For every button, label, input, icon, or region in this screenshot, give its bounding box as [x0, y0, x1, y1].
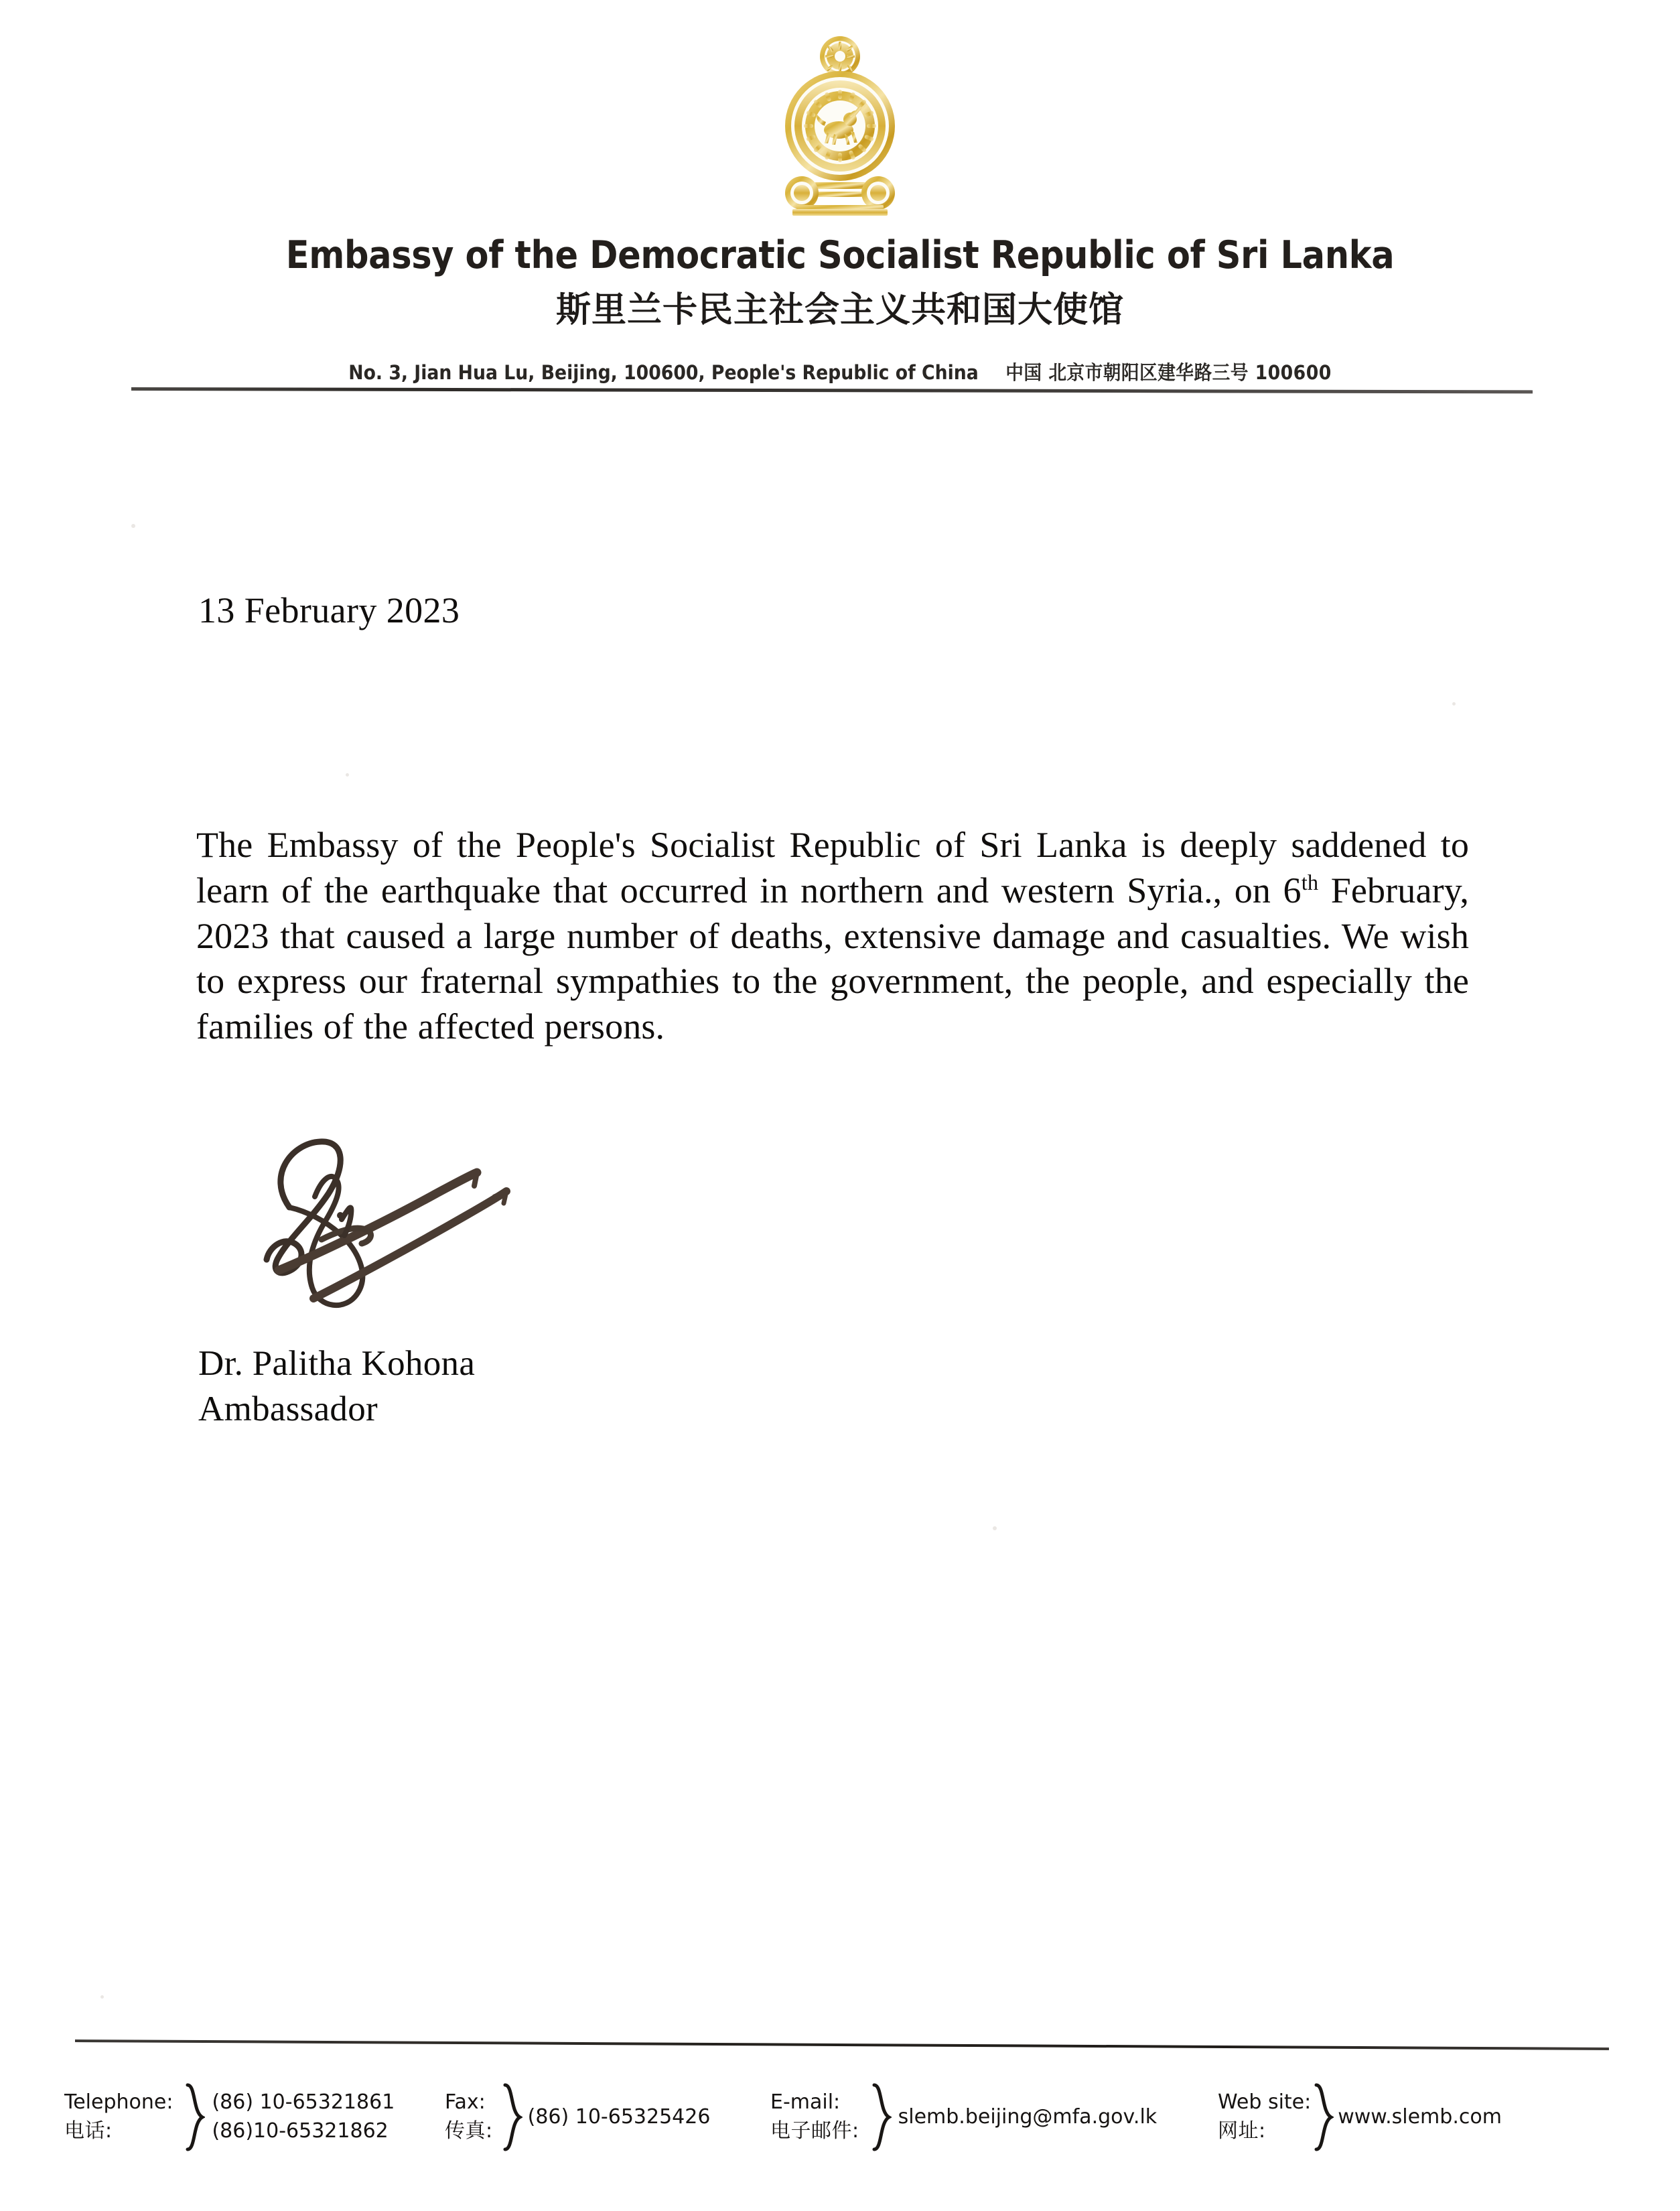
- telephone-number-2: (86)10-65321862: [212, 2119, 389, 2143]
- email-labels: [770, 2088, 859, 2145]
- website-label-chinese: 网址:: [1218, 2119, 1266, 2143]
- letter-date: 13 February 2023: [198, 590, 460, 630]
- embassy-address: [67, 358, 1612, 385]
- website-label-english: Web site:: [1218, 2090, 1312, 2115]
- body-text-part-2: February, 2023 that caused a large number of deaths, extensive damage and casualties. We wish to express our fraternal sympathies to the government, the people, and especially the families of the affected persons.: [196, 870, 1469, 1047]
- email-label-chinese: 电子邮件:: [770, 2119, 859, 2143]
- scan-artifact: [346, 773, 349, 777]
- footer-group-telephone: [64, 2082, 395, 2152]
- telephone-labels: [64, 2088, 173, 2145]
- email-label-english: E-mail:: [770, 2090, 841, 2115]
- website-values: [1338, 2103, 1502, 2132]
- fax-label-english: Fax:: [445, 2090, 486, 2115]
- scan-artifact: [100, 1995, 104, 1999]
- header-divider-rule: [131, 387, 1533, 393]
- telephone-label-chinese: 电话:: [64, 2119, 113, 2143]
- scan-artifact: [1452, 702, 1456, 706]
- website-labels: [1218, 2088, 1311, 2145]
- scan-artifact: [993, 1526, 997, 1530]
- footer-group-fax: [445, 2082, 710, 2152]
- brace-icon: [502, 2082, 522, 2152]
- fax-label-chinese: 传真:: [445, 2119, 493, 2143]
- brace-icon: [1314, 2082, 1334, 2152]
- footer-group-website: [1218, 2082, 1502, 2152]
- scan-artifact: [131, 524, 135, 528]
- footer-divider-rule: [75, 2039, 1609, 2050]
- telephone-values: [212, 2088, 395, 2145]
- footer-contact-bar: [0, 2082, 1680, 2183]
- date-ordinal-suffix: th: [1301, 870, 1319, 895]
- brace-icon: [871, 2082, 892, 2152]
- email-address[interactable]: slemb.beijing@mfa.gov.lk: [898, 2104, 1158, 2129]
- body-text-part-1: The Embassy of the People's Socialist Republic of Sri Lanka is deeply saddened to learn of the earthquake that occurred in northern and western Syria., on 6: [196, 825, 1469, 911]
- signer-designation: Ambassador: [198, 1389, 378, 1428]
- handwritten-signature: [214, 1132, 589, 1333]
- embassy-title-chinese: 斯里兰卡民主社会主义共和国大使馆: [555, 290, 1124, 330]
- email-values: [898, 2103, 1158, 2132]
- brace-icon: [185, 2082, 205, 2152]
- letter-body: [196, 823, 1469, 1050]
- fax-values: [528, 2103, 711, 2132]
- footer-group-email: [770, 2082, 1157, 2152]
- sri-lanka-national-emblem-icon: [770, 32, 910, 218]
- fax-labels: [445, 2088, 493, 2145]
- address-english: No. 3, Jian Hua Lu, Beijing, 100600, People's Republic of China: [348, 361, 979, 384]
- embassy-title-english: Embassy of the Democratic Socialist Republic of Sri Lanka: [285, 233, 1395, 277]
- website-url[interactable]: www.slemb.com: [1338, 2104, 1502, 2129]
- signature-block: [198, 1341, 475, 1432]
- address-chinese: 中国 北京市朝阳区建华路三号 100600: [1005, 361, 1332, 384]
- fax-number-1: (86) 10-65325426: [527, 2104, 711, 2129]
- telephone-number-1: (86) 10-65321861: [212, 2090, 395, 2115]
- signer-name: Dr. Palitha Kohona: [198, 1344, 476, 1383]
- telephone-label-english: Telephone:: [64, 2090, 173, 2115]
